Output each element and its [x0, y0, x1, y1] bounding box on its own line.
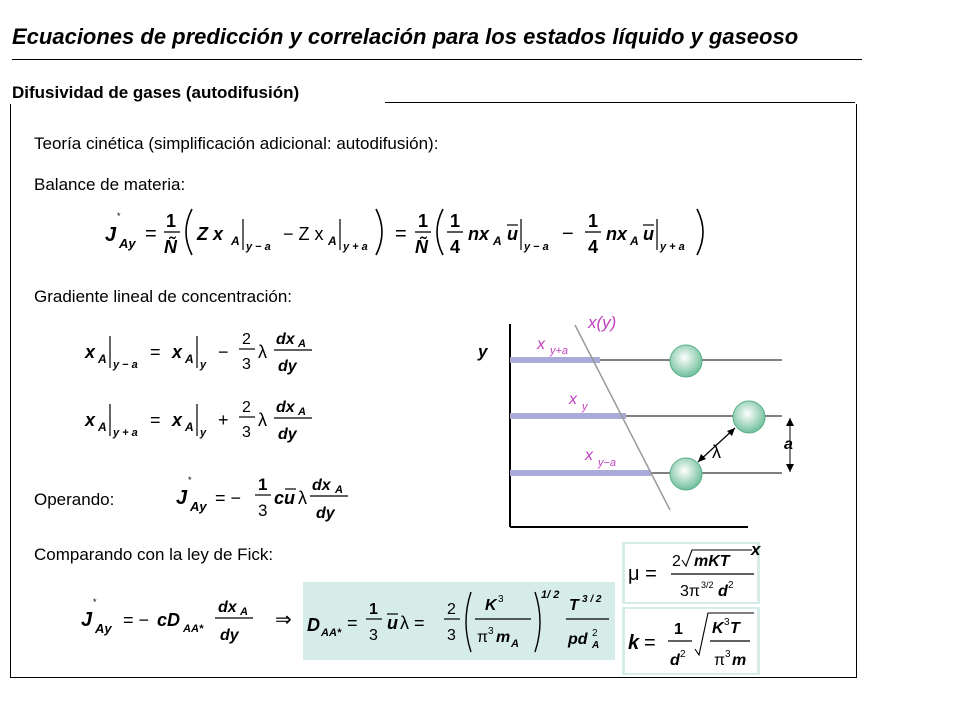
- svg-text:3/2: 3/2: [701, 580, 714, 590]
- svg-text:1: 1: [418, 211, 429, 231]
- svg-text:2: 2: [242, 331, 251, 348]
- svg-text:m: m: [496, 629, 511, 646]
- svg-text:A: A: [298, 406, 306, 418]
- y-axis-label: y: [478, 342, 488, 361]
- level-sub-bottom: y−a: [598, 457, 617, 469]
- svg-text:y + a: y + a: [343, 241, 368, 253]
- svg-text:λ: λ: [258, 342, 267, 362]
- svg-text:dy: dy: [220, 627, 239, 644]
- svg-text:A: A: [185, 420, 194, 434]
- svg-text:λ: λ: [258, 410, 267, 430]
- svg-text:3: 3: [258, 501, 268, 520]
- svg-text:A: A: [335, 484, 343, 496]
- svg-text:AA*: AA*: [321, 627, 342, 639]
- svg-text:=: =: [150, 410, 161, 430]
- svg-text:cu: cu: [274, 488, 296, 508]
- svg-text:dy: dy: [316, 505, 335, 522]
- profile-label: x(y): [588, 313, 617, 332]
- svg-text:3 / 2: 3 / 2: [582, 594, 602, 605]
- svg-text:D: D: [307, 615, 320, 635]
- svg-text:2: 2: [242, 399, 251, 416]
- svg-text:Ay: Ay: [95, 621, 112, 636]
- section-heading: Difusividad de gases (autodifusión): [12, 83, 300, 102]
- svg-text:π: π: [477, 629, 489, 646]
- free-path-label: λ: [712, 442, 721, 462]
- svg-text:1: 1: [450, 211, 461, 231]
- svg-text:Z x: Z x: [197, 224, 224, 244]
- svg-text:pd: pd: [568, 631, 588, 648]
- svg-text:−: −: [218, 342, 229, 362]
- svg-text:y: y: [200, 359, 207, 371]
- svg-text:u: u: [507, 224, 518, 244]
- svg-text:x: x: [172, 342, 183, 362]
- svg-text:3: 3: [447, 627, 456, 644]
- svg-text:J: J: [105, 224, 117, 246]
- svg-text:2: 2: [672, 553, 681, 570]
- svg-text:dx: dx: [276, 331, 295, 348]
- svg-text:y: y: [200, 427, 207, 439]
- svg-text:T: T: [569, 597, 579, 614]
- concentration-diagram: [470, 300, 810, 562]
- svg-text:*: *: [93, 597, 97, 607]
- svg-text:y + a: y + a: [660, 241, 685, 253]
- page-title: Ecuaciones de predicción y correlación para los estados líquido y gaseoso: [12, 24, 799, 49]
- level-bar-top: [510, 357, 600, 363]
- svg-text:*: *: [188, 475, 192, 485]
- svg-text:dx: dx: [276, 399, 295, 416]
- svg-text:cD: cD: [157, 610, 181, 630]
- svg-text:4: 4: [588, 237, 599, 257]
- svg-text:K: K: [712, 620, 724, 637]
- svg-text:4: 4: [450, 237, 461, 257]
- gradient-equation-minus: [80, 322, 340, 378]
- conductivity-box: [622, 607, 760, 675]
- svg-text:dy: dy: [278, 358, 297, 375]
- svg-text:Ñ: Ñ: [164, 237, 177, 257]
- svg-text:=: =: [644, 632, 656, 654]
- level-label-bottom: x: [585, 447, 593, 464]
- svg-text:1: 1: [369, 601, 378, 618]
- svg-text:= −: = −: [123, 610, 150, 630]
- svg-text:u: u: [643, 224, 654, 244]
- svg-text:x: x: [172, 410, 183, 430]
- svg-text:x: x: [85, 342, 96, 362]
- molecule-mid: [733, 401, 765, 433]
- spacing-label: a: [784, 436, 793, 453]
- svg-text:+: +: [218, 410, 229, 430]
- svg-text:k: k: [628, 632, 640, 654]
- mass-balance-text: Balance de materia:: [34, 175, 186, 194]
- molecule-bottom: [670, 458, 702, 490]
- svg-text:dy: dy: [278, 426, 297, 443]
- svg-text:y + a: y + a: [113, 427, 138, 439]
- svg-text:3: 3: [498, 594, 504, 605]
- svg-text:A: A: [298, 338, 306, 350]
- svg-text:J: J: [176, 487, 188, 509]
- svg-text:y − a: y − a: [524, 241, 549, 253]
- svg-text:3: 3: [369, 627, 378, 644]
- svg-text:3: 3: [724, 617, 730, 628]
- svg-text:x: x: [85, 410, 96, 430]
- svg-text:A: A: [511, 638, 519, 650]
- svg-text:nx: nx: [468, 224, 490, 244]
- flux-balance-equation: [100, 203, 710, 263]
- fick-equation: [75, 590, 305, 650]
- svg-text:Ñ: Ñ: [415, 237, 428, 257]
- svg-text:1/ 2: 1/ 2: [541, 589, 560, 601]
- level-bar-bottom: [510, 470, 651, 476]
- svg-text:T: T: [730, 620, 740, 637]
- svg-text:2: 2: [447, 601, 456, 618]
- svg-text:3: 3: [725, 649, 731, 660]
- svg-text:− Z x: − Z x: [283, 224, 324, 244]
- svg-text:1: 1: [166, 211, 177, 231]
- svg-text:A: A: [592, 640, 600, 651]
- svg-text:λ: λ: [298, 488, 307, 508]
- svg-text:3π: 3π: [680, 583, 700, 600]
- svg-text:A: A: [185, 352, 194, 366]
- svg-text:*: *: [117, 211, 121, 221]
- svg-text:λ =: λ =: [400, 613, 425, 633]
- svg-text:A: A: [98, 420, 107, 434]
- svg-text:1: 1: [258, 475, 268, 494]
- level-label-top: x: [537, 336, 545, 353]
- svg-text:3: 3: [488, 626, 494, 637]
- svg-text:A: A: [98, 352, 107, 366]
- kinetic-theory-text: Teoría cinética (simplificación adicional: autodifusión):: [34, 134, 439, 153]
- svg-text:y − a: y − a: [246, 241, 271, 253]
- svg-text:1: 1: [588, 211, 599, 231]
- svg-text:=: =: [347, 613, 358, 633]
- molecule-top: [670, 345, 702, 377]
- svg-text:u: u: [387, 613, 398, 633]
- svg-text:1: 1: [674, 621, 683, 638]
- svg-text:−: −: [562, 223, 574, 245]
- title-divider: [12, 59, 862, 60]
- svg-text:dx: dx: [312, 477, 331, 494]
- svg-text:d: d: [670, 652, 680, 669]
- section-divider: [385, 102, 855, 103]
- svg-text:mKT: mKT: [694, 553, 730, 570]
- svg-text:Ay: Ay: [190, 499, 207, 514]
- svg-text:μ =: μ =: [628, 563, 657, 585]
- diffusivity-result-box: [303, 582, 615, 660]
- gradient-equation-plus: [80, 390, 340, 446]
- svg-text:A: A: [493, 234, 502, 248]
- svg-text:AA*: AA*: [183, 623, 204, 635]
- svg-text:A: A: [328, 234, 337, 248]
- svg-text:A: A: [630, 234, 639, 248]
- svg-text:dx: dx: [218, 599, 237, 616]
- x-axis-label: x: [751, 540, 761, 559]
- operating-equation: [170, 468, 360, 528]
- level-label-mid: x: [569, 391, 577, 408]
- level-sub-top: y+a: [550, 345, 569, 357]
- svg-text:2: 2: [728, 580, 734, 591]
- svg-text:nx: nx: [606, 224, 628, 244]
- svg-text:K: K: [485, 597, 497, 614]
- svg-text:d: d: [718, 583, 728, 600]
- svg-text:= −: = −: [215, 488, 242, 508]
- svg-text:=: =: [145, 223, 157, 245]
- gradient-text: Gradiente lineal de concentración:: [34, 287, 292, 306]
- svg-text:=: =: [150, 342, 161, 362]
- level-sub-mid: y: [582, 401, 588, 413]
- svg-text:J: J: [81, 609, 93, 631]
- level-bar-mid: [510, 413, 626, 419]
- svg-text:m: m: [732, 652, 747, 669]
- operating-text: Operando:: [34, 490, 115, 509]
- svg-text:π: π: [714, 652, 726, 669]
- svg-text:2: 2: [680, 649, 686, 660]
- svg-text:A: A: [231, 234, 240, 248]
- svg-text:=: =: [395, 223, 407, 245]
- svg-text:y − a: y − a: [113, 359, 138, 371]
- fick-text: Comparando con la ley de Fick:: [34, 545, 274, 564]
- svg-text:Ay: Ay: [119, 236, 136, 251]
- svg-text:⇒: ⇒: [275, 609, 292, 631]
- svg-text:A: A: [240, 606, 248, 618]
- svg-text:3: 3: [242, 356, 251, 373]
- svg-text:2: 2: [592, 628, 598, 639]
- svg-text:3: 3: [242, 424, 251, 441]
